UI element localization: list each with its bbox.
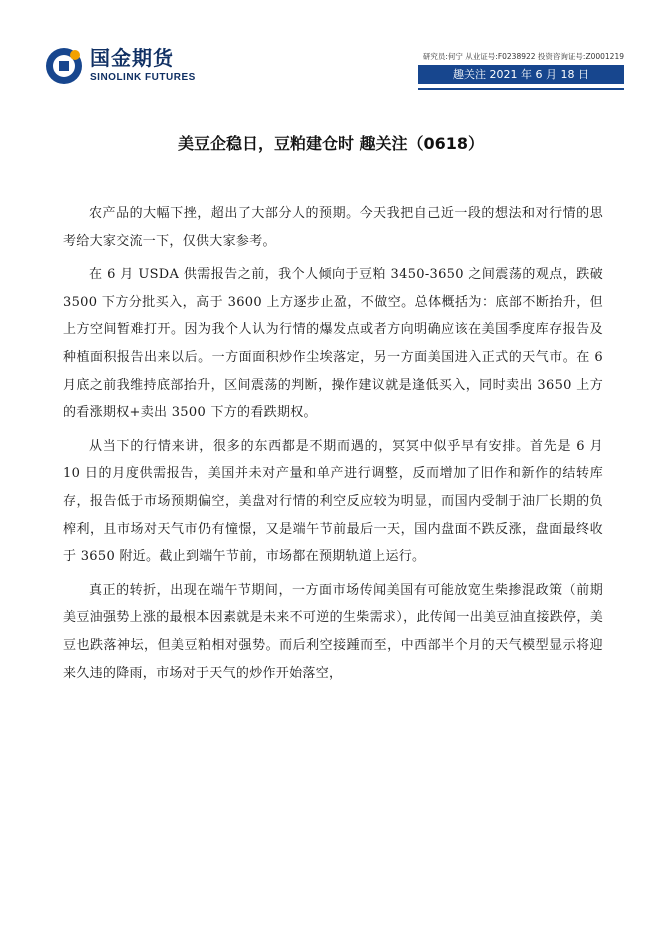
analyst-credentials: 研究员:何宁 从业证号:F0238922 投资咨询证号:Z0001219	[422, 52, 624, 61]
paragraph: 真正的转折，出现在端午节期间，一方面市场传闻美国有可能放宽生柴掺混政策（前期美豆油强势上涨的最根本因素就是未来不可逆的生柴需求），此传闻一出美豆油直接跌停，美豆也跌落神坛，但美豆粕相对强势。而后利空接踵而至，中西部半个月的天气模型显示将迎来久违的降雨，市场对于天气的炒作开始落空，	[63, 582, 603, 681]
report-date-bar: 趣关注 2021 年 6 月 18 日	[418, 65, 624, 84]
company-name-en: SINOLINK FUTURES	[90, 72, 196, 83]
header-rule	[418, 88, 624, 90]
paragraph: 从当下的行情来讲，很多的东西都是不期而遇的，冥冥中似乎早有安排。首先是 6 月 10 日的月度供需报告，美国并未对产量和单产进行调整，反而增加了旧作和新作的结转库存，报告低于市场预期偏空，美盘对行情的利空反应较为明显，而国内受制于油厂长期的负榨利，且市场对天气市仍有憧憬，又是端午节前最后一天，国内盘面不跌反涨，盘面最终收于 3650 附近。截止到端午节前，市场都在预期轨道上运行。	[63, 438, 603, 565]
article-body	[63, 200, 603, 693]
article-title: 美豆企稳日，豆粕建仓时 趣关注（0618）	[177, 134, 485, 153]
paragraph: 农产品的大幅下挫，超出了大部分人的预期。今天我把自己近一段的想法和对行情的思考给大家交流一下，仅供大家参考。	[63, 206, 603, 249]
paragraph: 在 6 月 USDA 供需报告之前，我个人倾向于豆粕 3450-3650 之间震荡的观点，跌破 3500 下方分批买入，高于 3600 上方逐步止盈，不做空。总体概括为：底部不断抬升，但上方空间暂难打开。因为我个人认为行情的爆发点或者方向明确应该在美国季度库存报告及种植面积报告出来以后。一方面面积炒作尘埃落定，另一方面美国进入正式的天气市。在 6 月底之前我维持底部抬升，区间震荡的判断，操作建议就是逢低买入，同时卖出 3650 上方的看涨期权+卖出 3500 下方的看跌期权。	[63, 267, 603, 421]
sinolink-logo-icon	[44, 46, 84, 86]
company-name-cn: 国金期货	[90, 46, 174, 70]
page-header	[0, 0, 662, 92]
